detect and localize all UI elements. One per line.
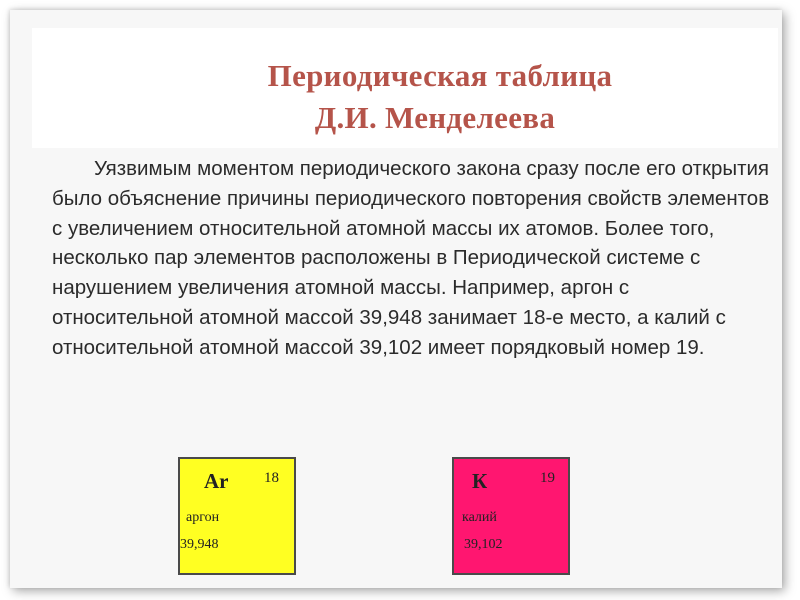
slide-title-line-1: Периодическая таблица <box>267 58 613 93</box>
element-card-potassium <box>452 457 570 575</box>
title-box <box>32 28 778 148</box>
slide-title-line-2: Д.И. Менделеева <box>314 100 556 135</box>
element-mass: 39,948 <box>180 537 219 552</box>
element-mass: 39,102 <box>464 537 503 552</box>
element-name: калий <box>462 510 497 525</box>
element-number: 18 <box>264 470 279 486</box>
element-symbol: К <box>472 469 488 493</box>
element-name: аргон <box>186 510 220 525</box>
body-paragraph: Уязвимым моментом периодического закона сразу после его открытия было объяснение причины периодического повторения свойств элементов с увеличением относительной атомной массы их атомов. Более того, несколько пар элементов расположены в Периодической системе с нарушением увеличения атомной массы. Например, аргон с относительной атомной массой 39,948 занимает 18-е место, а калий с относительной атомной массой 39,102 имеет порядковый номер 19. <box>52 157 770 359</box>
body-text-block <box>52 154 772 363</box>
element-number: 19 <box>540 470 555 486</box>
element-card-argon <box>178 457 296 575</box>
element-symbol: Ar <box>204 469 229 493</box>
